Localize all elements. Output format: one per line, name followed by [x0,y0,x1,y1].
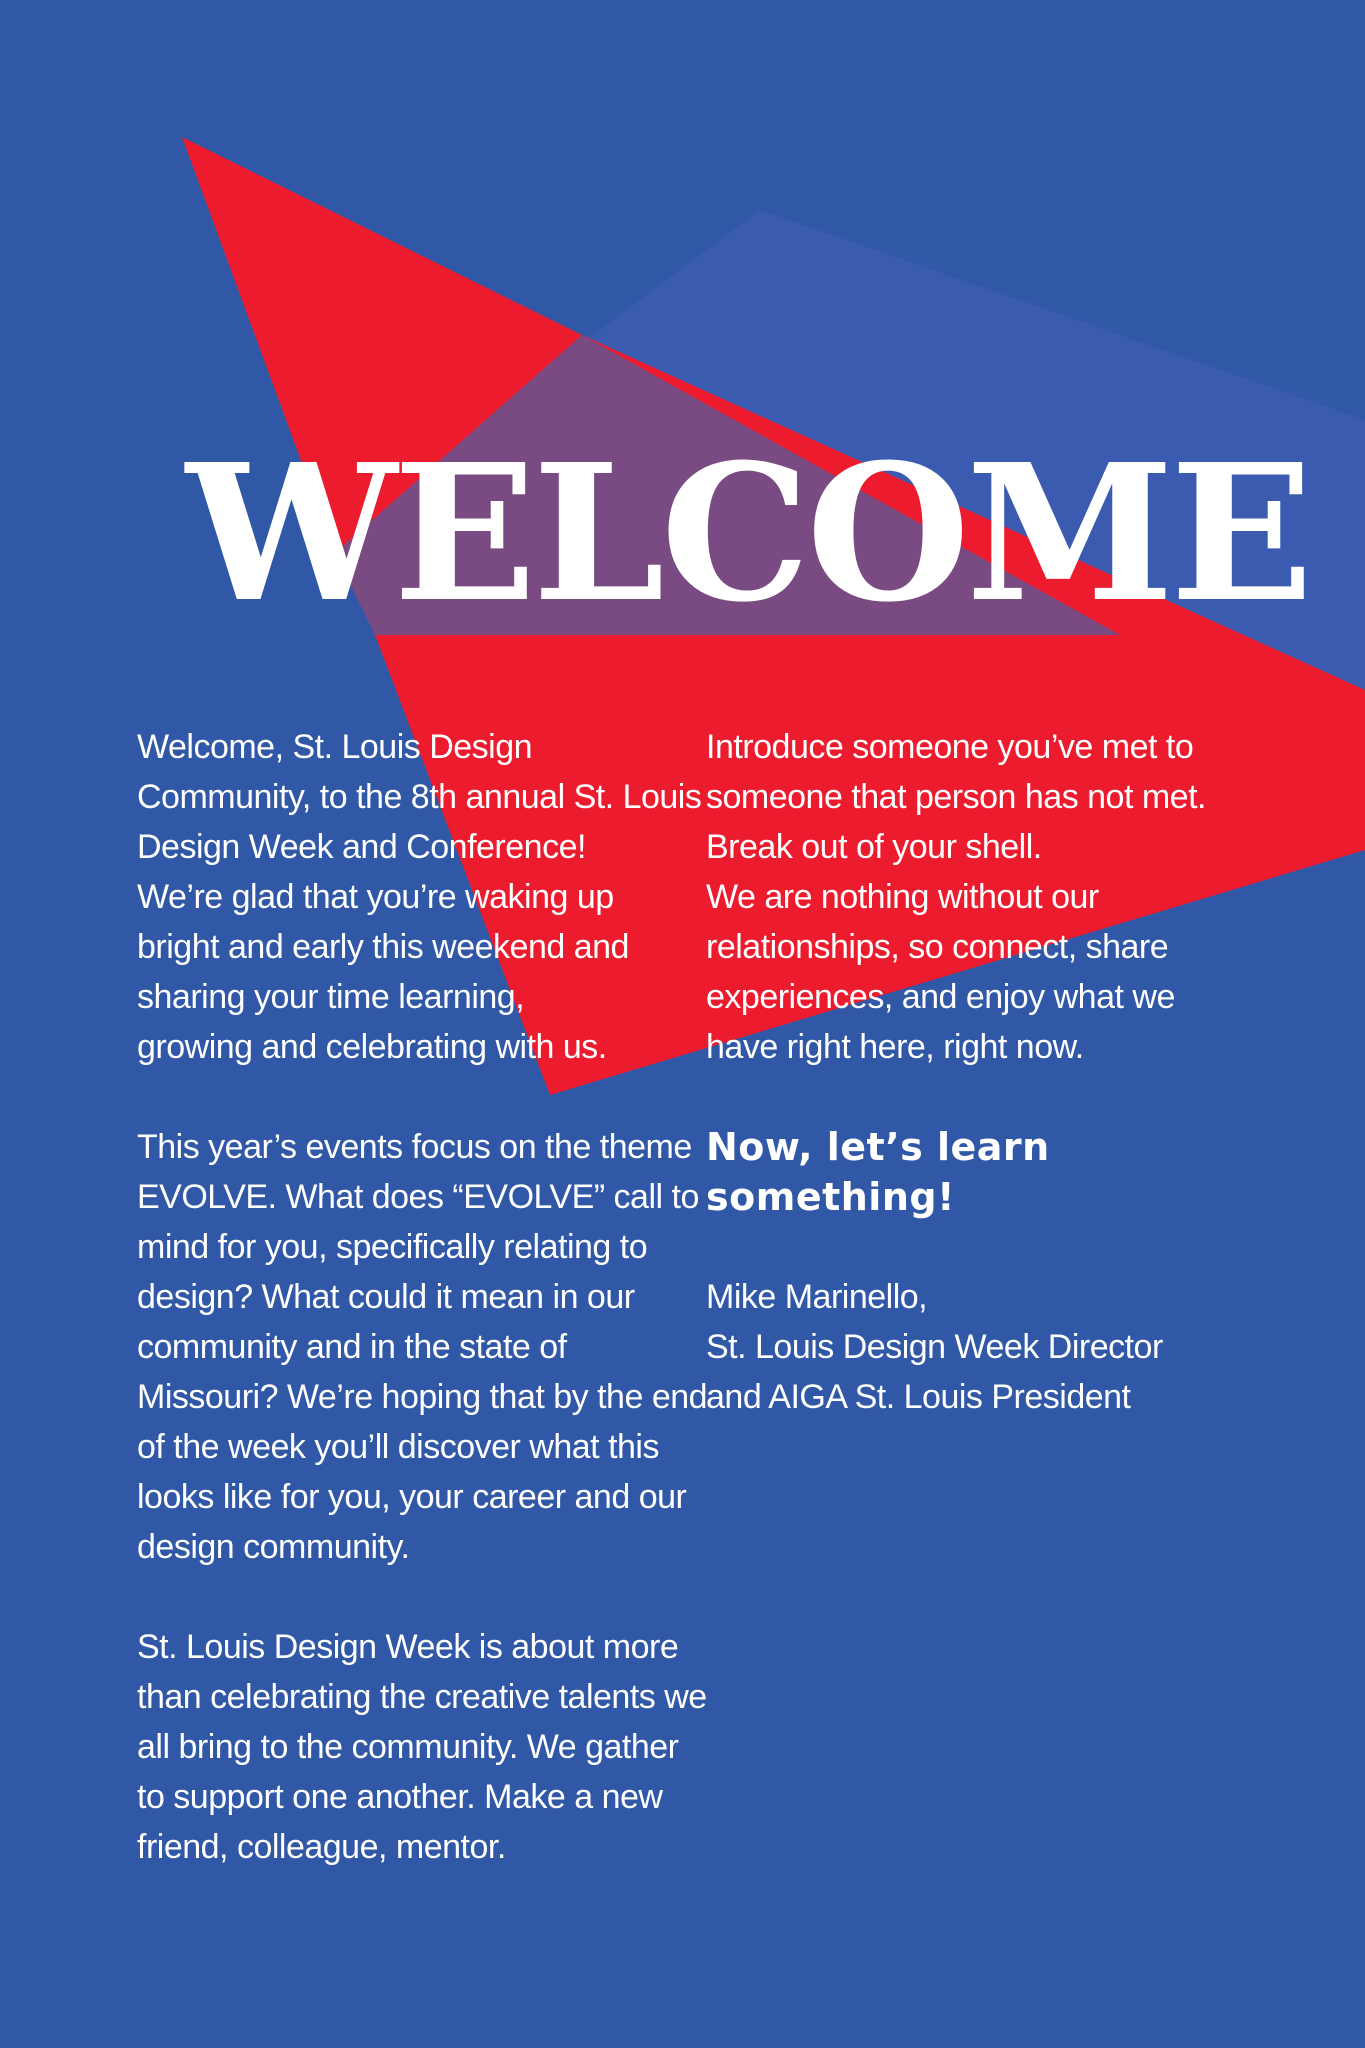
text-line: This year’s events focus on the theme [137,1128,692,1166]
text-line: experiences, and enjoy what we [706,978,1175,1016]
text-line: someone that person has not met. [706,778,1206,816]
text-line: Welcome, St. Louis Design [137,728,533,766]
signature-title: and AIGA St. Louis President [706,1378,1131,1416]
right-column [706,722,1266,1472]
text-line: relationships, so connect, share [706,928,1169,966]
text-line: community and in the state of [137,1328,567,1366]
text-line: Missouri? We’re hoping that by the end [137,1378,708,1416]
text-line: St. Louis Design Week is about more [137,1628,679,1666]
page-title: WELCOME [186,423,1310,644]
text-line: Break out of your shell. [706,828,1042,866]
theme-paragraph [137,1122,708,1572]
text-line: friend, colleague, mentor. [137,1828,506,1866]
text-line: bright and early this weekend and [137,928,629,966]
text-line: Design Week and Conference! [137,828,586,866]
text-line: sharing your time learning, [137,978,525,1016]
intro-paragraph [137,722,702,1072]
cta-line: Now, let’s learn [706,1125,1050,1169]
text-line: looks like for you, your career and our [137,1478,687,1516]
signature-title: St. Louis Design Week Director [706,1328,1163,1366]
text-line: design? What could it mean in our [137,1278,635,1316]
signature-name: Mike Marinello, [706,1278,928,1316]
text-line: than celebrating the creative talents we [137,1678,707,1716]
call-to-action-heading [706,1122,1266,1222]
text-line: have right here, right now. [706,1028,1084,1066]
text-line: We are nothing without our [706,878,1099,916]
left-column [137,722,708,1922]
text-line: Introduce someone you’ve met to [706,728,1194,766]
text-line: We’re glad that you’re waking up [137,878,614,916]
text-line: all bring to the community. We gather [137,1728,679,1766]
text-line: EVOLVE. What does “EVOLVE” call to [137,1178,699,1216]
text-line: mind for you, specifically relating to [137,1228,648,1266]
text-line: growing and celebrating with us. [137,1028,607,1066]
signature-block [706,1272,1266,1422]
cta-line: something! [706,1175,955,1219]
text-line: to support one another. Make a new [137,1778,663,1816]
community-paragraph [137,1622,707,1872]
connect-paragraph [706,722,1266,1072]
text-line: design community. [137,1528,410,1566]
text-line: of the week you’ll discover what this [137,1428,659,1466]
text-line: Community, to the 8th annual St. Louis [137,778,702,816]
